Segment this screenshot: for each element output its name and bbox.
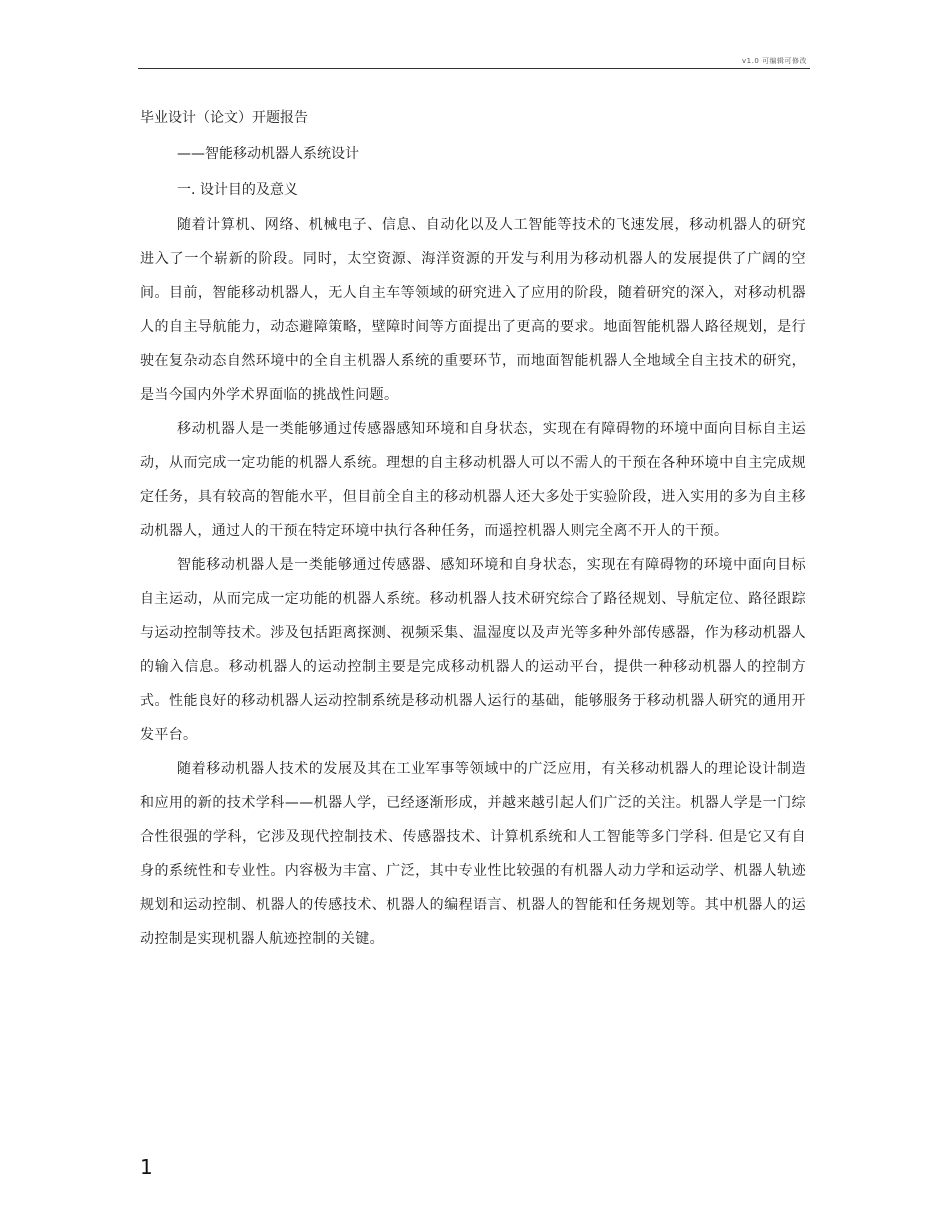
paragraph-4: 随着移动机器人技术的发展及其在工业军事等领域中的广泛应用，有关移动机器人的理论设计制造和应用的新的技术学科——机器人学，已经逐渐形成，并越来越引起人们广泛的关注。机器人学是一门综合性很强的学科，它涉及现代控制技术、传感器技术、计算机系统和人工智能等多门学科. 但是它又有自身的系统性和专业性。内容极为丰富、广泛，其中专业性比较强的有机器人动力学和运动学、机器人轨迹规划和运动控制、机器人的传感技术、机器人的编程语言、机器人的智能和任务规划等。其中机器人的运动控制是实现机器人航迹控制的关键。 bbox=[140, 761, 806, 947]
header-version-label: v1.0 可编辑可修改 bbox=[742, 57, 807, 65]
paragraph-2: 移动机器人是一类能够通过传感器感知环境和自身状态，实现在有障碍物的环境中面向目标自主运动，从而完成一定功能的机器人系统。理想的自主移动机器人可以不需人的干预在各种环境中自主完成规定任务，具有较高的智能水平，但目前全自主的移动机器人还大多处于实验阶段，进入实用的多为自主移动机器人，通过人的干预在特定环境中执行各种任务，而遥控机器人则完全离不开人的干预。 bbox=[140, 421, 806, 539]
document-title: 毕业设计（论文）开题报告 bbox=[140, 110, 308, 126]
document-subtitle: ——智能移动机器人系统设计 bbox=[177, 146, 359, 162]
page-number: 1 bbox=[140, 1155, 153, 1179]
paragraph-1: 随着计算机、网络、机械电子、信息、自动化以及人工智能等技术的飞速发展，移动机器人的研究进入了一个崭新的阶段。同时，太空资源、海洋资源的开发与利用为移动机器人的发展提供了广阔的空间。目前，智能移动机器人，无人自主车等领域的研究进入了应用的阶段，随着研究的深入，对移动机器人的自主导航能力，动态避障策略，壁障时间等方面提出了更高的要求。地面智能机器人路径规划，是行驶在复杂动态自然环境中的全自主机器人系统的重要环节，而地面智能机器人全地域全自主技术的研究，是当今国内外学术界面临的挑战性问题。 bbox=[140, 217, 806, 403]
section-heading: 一. 设计目的及意义 bbox=[177, 182, 298, 198]
document-body bbox=[140, 108, 806, 956]
header-divider bbox=[138, 68, 810, 69]
paragraph-3: 智能移动机器人是一类能够通过传感器、感知环境和自身状态，实现在有障碍物的环境中面向目标自主运动，从而完成一定功能的机器人系统。移动机器人技术研究综合了路径规划、导航定位、路径跟踪与运动控制等技术。涉及包括距离探测、视频采集、温湿度以及声光等多种外部传感器，作为移动机器人的输入信息。移动机器人的运动控制主要是完成移动机器人的运动平台，提供一种移动机器人的控制方式。性能良好的移动机器人运动控制系统是移动机器人运行的基础，能够服务于移动机器人研究的通用开发平台。 bbox=[140, 557, 806, 743]
